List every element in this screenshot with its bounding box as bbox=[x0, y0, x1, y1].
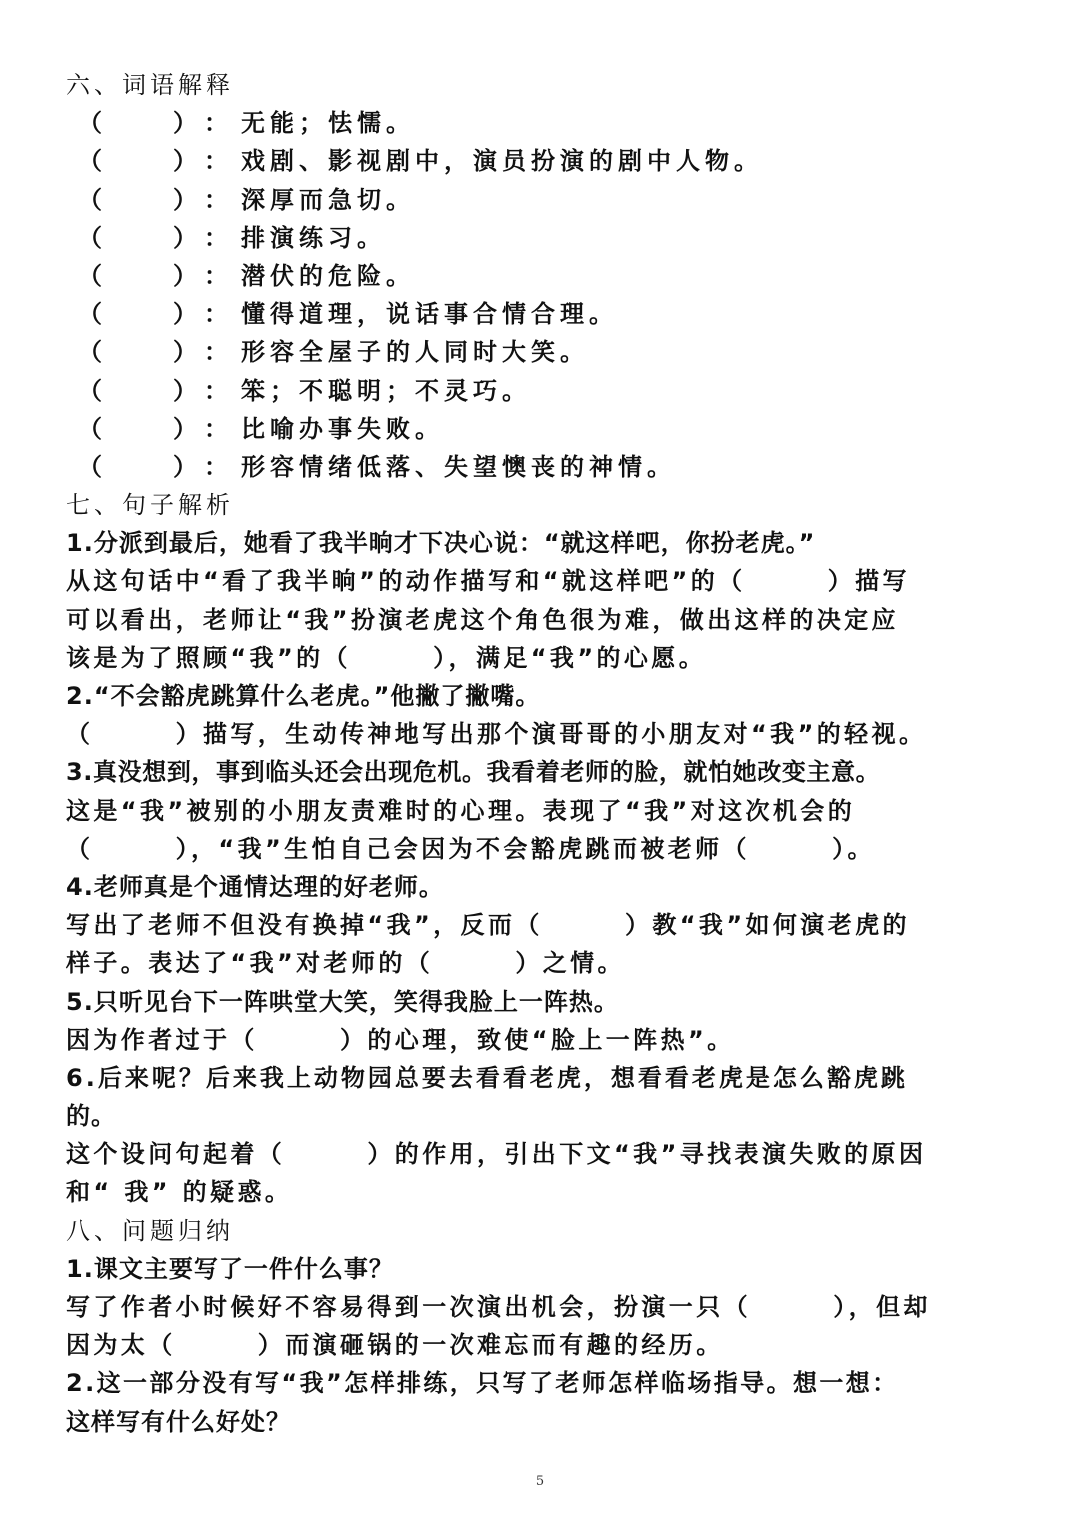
definition-text: 比喻办事失败。 bbox=[241, 414, 444, 443]
definition-row-5: （ ） ： 潜伏的危险。 bbox=[66, 257, 1016, 295]
question-text: 2.“不会豁虎跳算什么老虎。”他撇了撇嘴。 bbox=[66, 682, 541, 710]
definition-text: 形容全屋子的人同时大笑。 bbox=[241, 338, 589, 367]
sentence-analysis-item-6 bbox=[66, 1059, 1016, 1212]
definition-row-3: （ ） ： 深厚而急切。 bbox=[66, 181, 1016, 219]
definition-text: 戏剧、影视剧中，演员扮演的剧中人物。 bbox=[241, 147, 763, 176]
definition-text: 形容情绪低落、失望懊丧的神情。 bbox=[241, 452, 676, 481]
definition-row-8: （ ） ： 笨；不聪明；不灵巧。 bbox=[66, 372, 1016, 410]
definition-text: 潜伏的危险。 bbox=[241, 261, 415, 290]
summary-question-1 bbox=[66, 1250, 1016, 1365]
sentence-analysis-item-5 bbox=[66, 983, 1016, 1059]
answer-line: 样子。表达了“我”对老师的（ ）之情。 bbox=[66, 949, 625, 978]
question-text: 4.老师真是个通情达理的好老师。 bbox=[66, 872, 444, 901]
section-7-title: 七、句子解析 bbox=[66, 491, 234, 520]
definition-text: 懂得道理，说话事合情合理。 bbox=[241, 300, 618, 329]
answer-line: 可以看出，老师让“我”扮演老虎这个角色很为难，做出这样的决定应 bbox=[66, 605, 899, 634]
sentence-analysis-item-3 bbox=[66, 753, 1016, 868]
worksheet-page bbox=[66, 66, 1016, 1441]
answer-line: （ ），“我”生怕自己会因为不会豁虎跳而被老师（ ）。 bbox=[66, 834, 875, 863]
definition-text: 深厚而急切。 bbox=[241, 185, 415, 214]
question-text: 6.后来呢？后来我上动物园总要去看看老虎，想看看老虎是怎么豁虎跳 bbox=[66, 1063, 908, 1092]
answer-line: （ ）描写，生动传神地写出那个演哥哥的小朋友对“我”的轻视。 bbox=[66, 720, 927, 749]
definition-row-7: （ ） ： 形容全屋子的人同时大笑。 bbox=[66, 333, 1016, 371]
answer-line: 因为作者过于（ ）的心理，致使“脸上一阵热”。 bbox=[66, 1025, 735, 1054]
answer-line: 因为太（ ）而演砸锅的一次难忘而有趣的经历。 bbox=[66, 1331, 724, 1360]
answer-line: 从这句话中“看了我半晌”的动作描写和“就这样吧”的（ ）描写 bbox=[66, 567, 910, 596]
section-6-title: 六、词语解释 bbox=[66, 71, 234, 99]
sentence-analysis-item-1 bbox=[66, 524, 1016, 677]
question-text: 1.分派到最后，她看了我半晌才下决心说：“就这样吧，你扮老虎。” bbox=[66, 529, 816, 558]
answer-line: 和“ 我” 的疑惑。 bbox=[66, 1178, 293, 1207]
question-text: 5.只听见台下一阵哄堂大笑，笑得我脸上一阵热。 bbox=[66, 987, 619, 1016]
definition-row-2: （ ） ： 戏剧、影视剧中，演员扮演的剧中人物。 bbox=[66, 142, 1016, 180]
question-text-continued: 这样写有什么好处？ bbox=[66, 1407, 291, 1436]
answer-line: 写了作者小时候好不容易得到一次演出机会，扮演一只（ ），但却 bbox=[66, 1293, 931, 1321]
question-text-continued: 的。 bbox=[66, 1102, 116, 1131]
definition-row-4: （ ） ： 排演练习。 bbox=[66, 219, 1016, 257]
section-8-title: 八、问题归纳 bbox=[66, 1216, 234, 1245]
summary-question-2 bbox=[66, 1364, 1016, 1440]
question-text: 3.真没想到，事到临头还会出现危机。我看着老师的脸，就怕她改变主意。 bbox=[66, 758, 881, 787]
answer-line: 写出了老师不但没有换掉“我”，反而（ ）教“我”如何演老虎的 bbox=[66, 911, 910, 940]
question-text: 1.课文主要写了一件什么事？ bbox=[66, 1254, 394, 1283]
definition-text: 无能；怯懦。 bbox=[241, 109, 415, 138]
question-text: 2.这一部分没有写“我”怎样排练，只写了老师怎样临场指导。想一想： bbox=[66, 1369, 899, 1398]
sentence-analysis-item-2 bbox=[66, 677, 1016, 753]
definition-row-1: （ ） ： 无能；怯懦。 bbox=[66, 104, 1016, 142]
answer-line: 这是“我”被别的小朋友责难时的心理。表现了“我”对这次机会的 bbox=[66, 796, 856, 825]
definition-text: 排演练习。 bbox=[241, 223, 386, 252]
answer-line: 这个设问句起着（ ）的作用，引出下文“我”寻找表演失败的原因 bbox=[66, 1140, 927, 1169]
definition-row-9: （ ） ： 比喻办事失败。 bbox=[66, 410, 1016, 448]
sentence-analysis-item-4 bbox=[66, 868, 1016, 983]
definition-row-6: （ ） ： 懂得道理，说话事合情合理。 bbox=[66, 295, 1016, 333]
definition-text: 笨；不聪明；不灵巧。 bbox=[241, 376, 531, 405]
definition-row-10: （ ） ： 形容情绪低落、失望懊丧的神情。 bbox=[66, 448, 1016, 486]
page-number: 5 bbox=[535, 1474, 545, 1489]
answer-line: 该是为了照顾“我”的（ ），满足“我”的心愿。 bbox=[66, 643, 707, 672]
